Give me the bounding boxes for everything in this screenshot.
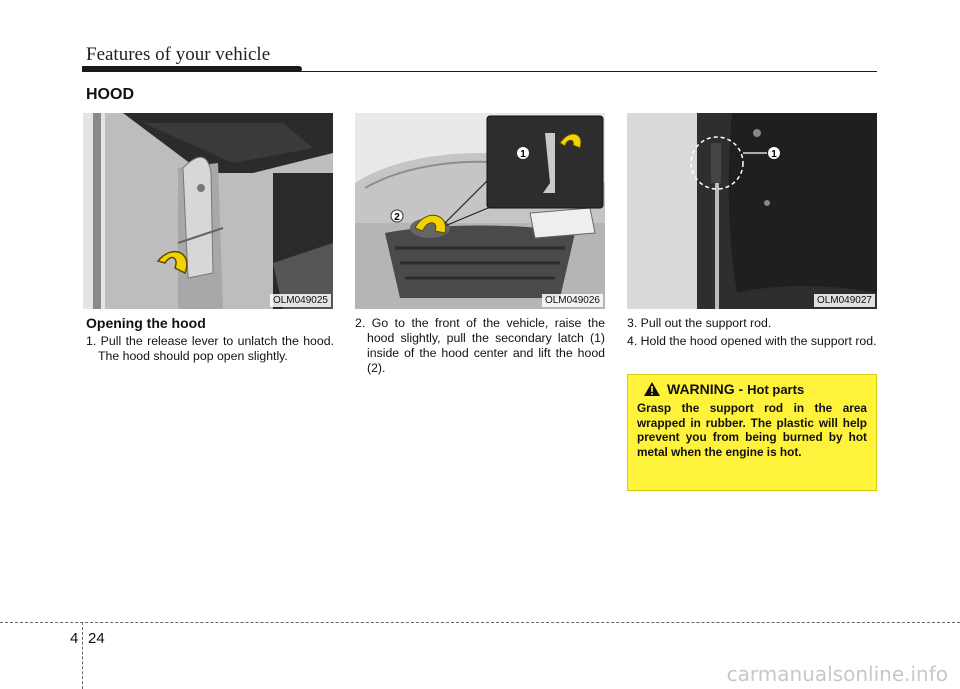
- step-4: 4. Hold the hood opened with the support rod.: [627, 334, 877, 348]
- footer-rule: [0, 622, 960, 623]
- step-1: 1. Pull the release lever to unlatch the hood. The hood should pop open slightly.: [86, 334, 334, 363]
- warning-body: Grasp the support rod in the area wrapped in rubber. The plastic will help prevent you from being burned by hot metal when the engine is hot.: [637, 401, 867, 459]
- page-number: 24: [88, 630, 105, 647]
- column-3: [627, 316, 877, 352]
- header-rule: [82, 71, 877, 72]
- figure-code: OLM049027: [814, 294, 875, 307]
- figure-code: OLM049025: [270, 294, 331, 307]
- release-lever-illustration: [83, 113, 333, 309]
- chapter-number: 4: [70, 630, 79, 647]
- figure-secondary-latch: [355, 113, 605, 309]
- step-3: 3. Pull out the support rod.: [627, 316, 772, 330]
- column-1: [86, 316, 334, 367]
- callout-2-label: 2: [394, 212, 400, 223]
- secondary-latch-illustration: [355, 113, 605, 309]
- figure-code: OLM049026: [542, 294, 603, 307]
- watermark: carmanualsonline.info: [726, 662, 948, 686]
- warning-subtitle: Hot parts: [747, 382, 805, 397]
- column-2: [355, 316, 605, 379]
- step-2: 2. Go to the front of the vehicle, raise the hood slightly, pull the secondary latch (1) inside of the hood center and lift the hood (2).: [355, 316, 605, 375]
- footer-divider: [82, 622, 83, 689]
- warning-box: [627, 374, 877, 491]
- header-title: Features of your vehicle: [86, 44, 271, 65]
- warning-label: WARNING -: [667, 381, 748, 397]
- callout-1-label: 1: [771, 149, 777, 160]
- figure-support-rod: [627, 113, 877, 309]
- figure-release-lever: [83, 113, 333, 309]
- subhead-opening-hood: Opening the hood: [86, 315, 206, 331]
- warning-triangle-icon: [643, 381, 661, 397]
- warning-title: [667, 381, 804, 397]
- callout-1-label: 1: [520, 149, 526, 160]
- warning-header: [643, 381, 867, 397]
- support-rod-illustration: [627, 113, 877, 309]
- section-title: HOOD: [86, 86, 134, 103]
